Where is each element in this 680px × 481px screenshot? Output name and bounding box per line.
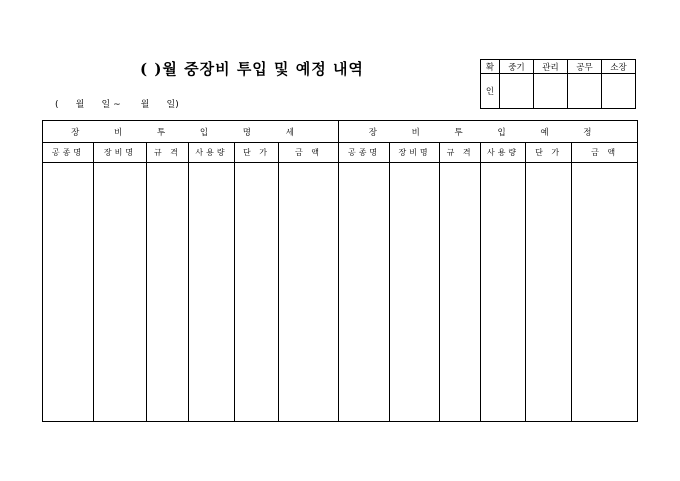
- entry-cell[interactable]: [235, 163, 279, 422]
- signature-cell[interactable]: [500, 74, 534, 109]
- signature-cell[interactable]: [534, 74, 568, 109]
- group-header-planned: 장 비 투 입 예 정: [339, 121, 638, 143]
- entry-cell[interactable]: [440, 163, 481, 422]
- column-header: 사용량: [481, 143, 526, 163]
- equipment-table: [42, 120, 638, 422]
- column-header: 단 가: [235, 143, 279, 163]
- entry-cell[interactable]: [339, 163, 390, 422]
- column-header: 단 가: [526, 143, 572, 163]
- approval-box: [480, 59, 636, 109]
- approval-side-bottom: 인: [481, 74, 500, 109]
- group-header-input-details: 장 비 투 입 명 세: [43, 121, 339, 143]
- column-header: 금 액: [572, 143, 638, 163]
- entry-cell[interactable]: [526, 163, 572, 422]
- column-header: 공종명: [339, 143, 390, 163]
- column-header: 금 액: [279, 143, 339, 163]
- approval-col-heavy: 중기: [500, 60, 534, 74]
- document-title: ( )월 중장비 투입 및 예정 내역: [140, 60, 364, 78]
- signature-cell[interactable]: [602, 74, 636, 109]
- column-header: 사용량: [189, 143, 235, 163]
- column-header: 규 격: [440, 143, 481, 163]
- column-header: 공종명: [43, 143, 94, 163]
- entry-cell[interactable]: [94, 163, 147, 422]
- approval-col-manager: 소장: [602, 60, 636, 74]
- approval-col-works: 공무: [568, 60, 602, 74]
- period-range: ( 월 일 ~ 월 일): [55, 100, 179, 110]
- approval-col-admin: 관리: [534, 60, 568, 74]
- entry-cell[interactable]: [43, 163, 94, 422]
- entry-cell[interactable]: [390, 163, 440, 422]
- entry-cell[interactable]: [279, 163, 339, 422]
- column-header: 규 격: [147, 143, 189, 163]
- signature-cell[interactable]: [568, 74, 602, 109]
- entry-cell[interactable]: [189, 163, 235, 422]
- entry-cell[interactable]: [572, 163, 638, 422]
- approval-side-top: 확: [481, 60, 500, 74]
- entry-cell[interactable]: [481, 163, 526, 422]
- entry-cell[interactable]: [147, 163, 189, 422]
- column-header: 장비명: [390, 143, 440, 163]
- column-header: 장비명: [94, 143, 147, 163]
